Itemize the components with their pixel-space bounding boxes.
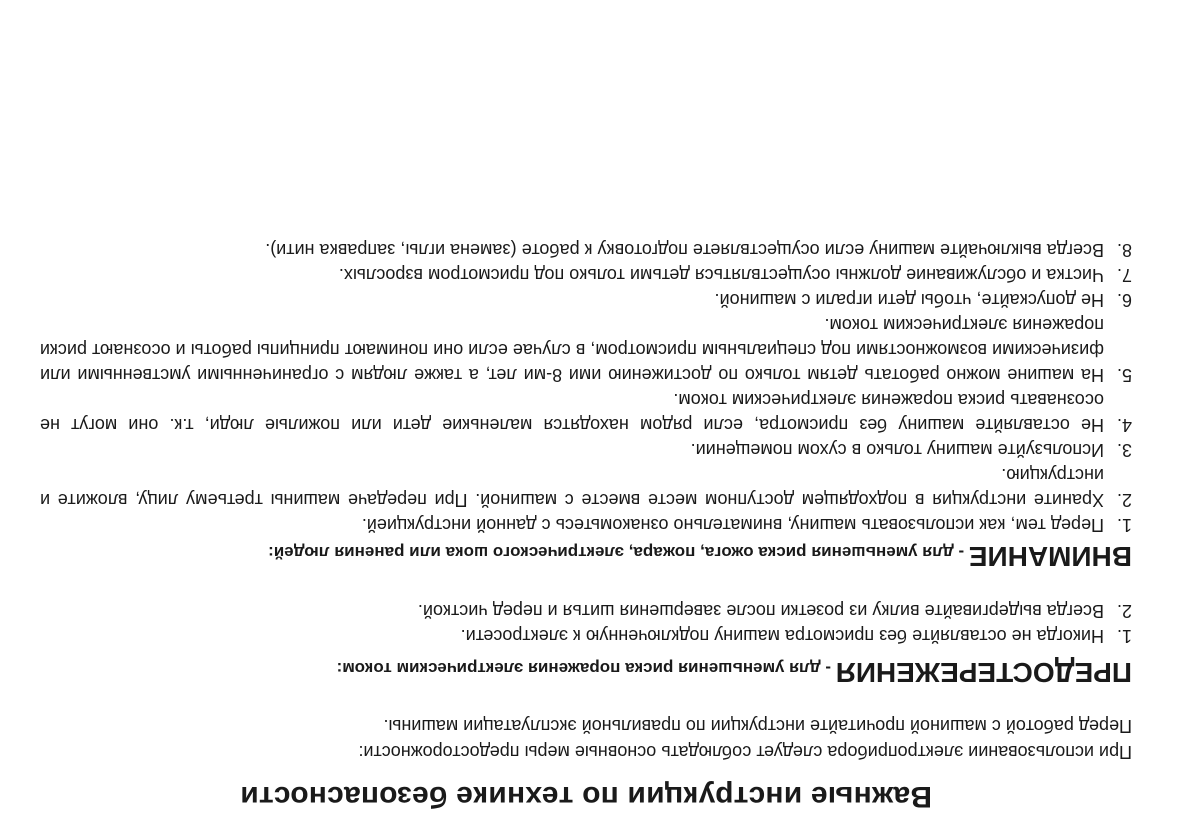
list-item-number: 8. [1116,240,1132,260]
list-item-number: 1. [1116,515,1132,535]
warning-heading-block [40,539,1132,572]
list-item [40,387,1132,437]
caution-list [40,598,1132,648]
list-item [40,512,1132,537]
list-item-number: 7. [1116,265,1132,285]
list-item-text: Никогда не оставляйте без присмотра машину подключенную к электросети. [460,626,1104,646]
warning-heading: ВНИМАНИЕ [968,541,1132,572]
list-item-text: Не оставляйте машину без присмотра, если рядом находятся маленькие дети или пожилые люди, т.к. они могут не осознавать риска поражения электрическим током. [40,390,1104,435]
list-item-number: 4. [1116,415,1132,435]
intro-block [40,713,1132,765]
list-item-number: 1. [1116,626,1132,646]
list-item-number: 3. [1116,440,1132,460]
caution-heading: ПРЕДОСТЕРЕЖЕНИЯ [835,657,1132,688]
warning-list [40,237,1132,537]
list-item-text: Храните инструкция в подходящем доступном месте вместе с машиной. При передаче машины третьему лицу, вложите и инструкцию. [40,465,1104,510]
list-item [40,598,1132,623]
page-title: Важные инструкции по технике безопасности [240,780,932,813]
list-item-number: 5. [1116,365,1132,385]
list-item [40,312,1132,387]
warning-subheading: - для уменьшения риска ожога, пожара, электрического шока или ранения людей: [268,543,969,562]
list-item [40,287,1132,312]
list-item-text: Чистка и обслуживание должны осуществляться детьми только под присмотром взрослых. [338,265,1104,285]
intro-line-1: При использовании электроприбора следует соблюдать основные меры предосторожности: [358,742,1132,762]
list-item [40,237,1132,262]
caution-heading-block [40,652,1132,687]
list-item [40,262,1132,287]
list-item [40,623,1132,648]
list-item-number: 6. [1116,290,1132,310]
list-item-text: Перед тем, как использовать машину, внимательно ознакомьтесь с данной инструкцией. [361,515,1104,535]
list-item-text: На машине можно работать детям только по достижению ими 8-ми лет, а также людям с ограниченными умственными или физическими возможностями под специальным присмотром, в случае если они понимают принципы работы и осознают риски поражения электрическим током. [40,315,1104,385]
list-item [40,437,1132,462]
caution-subheading: - для уменьшения риска поражения электрическим током: [336,659,836,678]
list-item-text: Не допускайте, чтобы дети играли с машиной. [714,290,1104,310]
list-item [40,462,1132,512]
list-item-text: Всегда выключайте машину если осуществляете подготовку к работе (замена иглы, заправка нити). [265,240,1104,260]
intro-line-2: Перед работой с машиной прочитайте инструкции по правильной эксплуатации машины. [383,716,1132,736]
list-item-number: 2. [1116,601,1132,621]
list-item-text: Используйте машину только в сухом помещении. [690,440,1104,460]
list-item-text: Всегда выдергивайте вилку из розетки после завершения шитья и перед чисткой. [417,601,1104,621]
list-item-number: 2. [1116,490,1132,510]
